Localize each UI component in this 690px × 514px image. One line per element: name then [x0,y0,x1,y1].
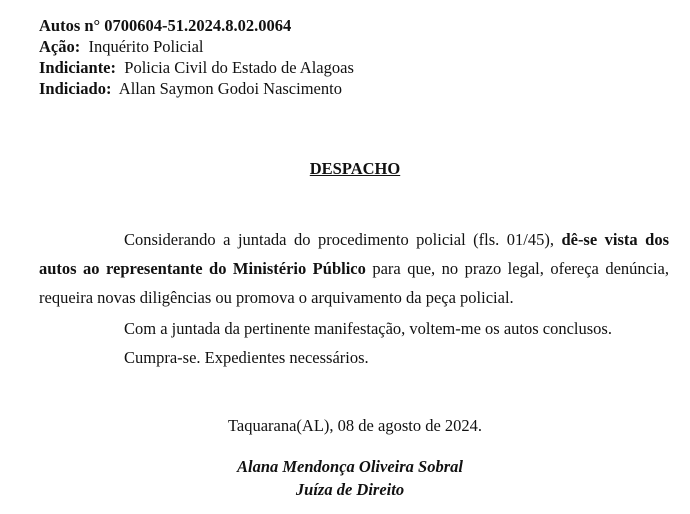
paragraph-1 [39,225,669,312]
paragraph-2: Com a juntada da pertinente manifestação, voltem-me os autos conclusos. [124,319,612,338]
acao-label: Ação: [39,37,81,56]
signatory-name: Alana Mendonça Oliveira Sobral [237,457,463,476]
document-title: DESPACHO [309,159,401,178]
indiciante-row [39,57,354,78]
indiciado-value: Allan Saymon Godoi Nascimento [118,79,342,98]
case-header [39,15,354,99]
paragraph-3: Cumpra-se. Expedientes necessários. [124,348,369,367]
signatory-role: Juíza de Direito [295,480,405,499]
case-number: Autos n° 0700604-51.2024.8.02.0064 [39,16,292,35]
paragraph-1-emphasis: dê-se vista dos autos ao representante do Ministério Público [39,230,669,278]
acao-row [39,36,354,57]
indiciado-row [39,78,354,99]
paragraph-1-start: Considerando a juntada do procedimento policial (fls. 01/45), [124,230,562,249]
indiciante-value: Policia Civil do Estado de Alagoas [124,58,354,77]
place-date: Taquarana(AL), 08 de agosto de 2024. [227,416,483,435]
indiciante-label: Indiciante: [39,58,117,77]
indiciado-label: Indiciado: [39,79,112,98]
acao-value: Inquérito Policial [88,37,204,56]
paragraph-1-end: para que, no prazo legal, ofereça denúncia, requeira novas diligências ou promova o arquivamento da peça policial. [39,259,670,307]
